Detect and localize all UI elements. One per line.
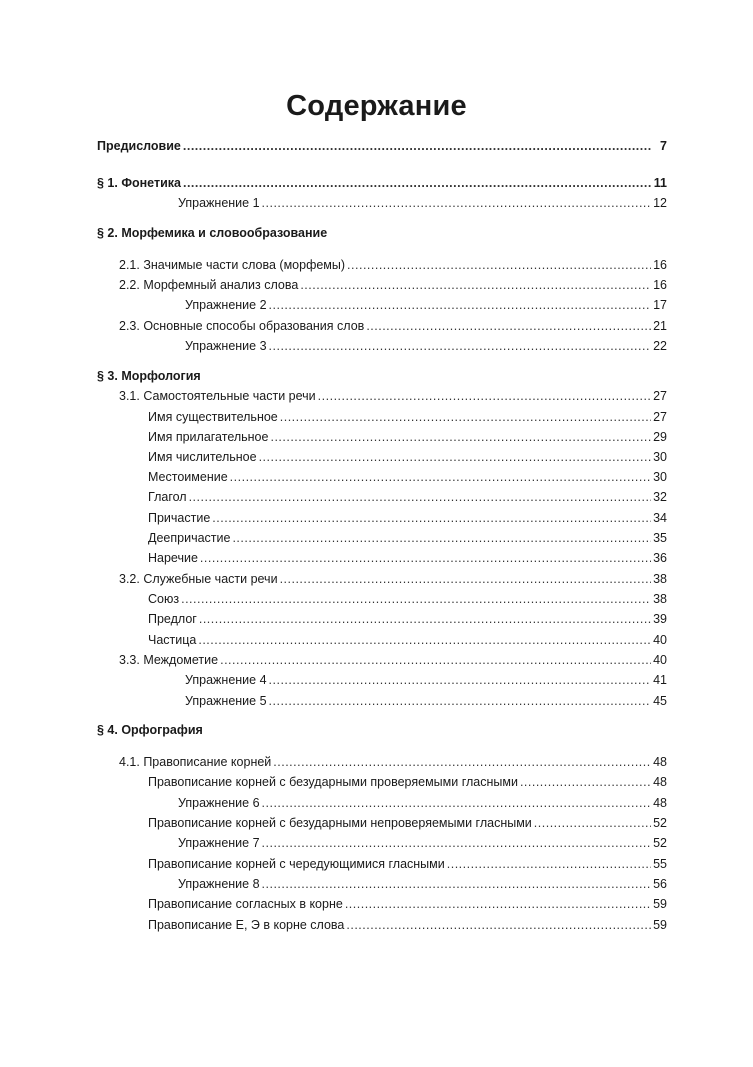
toc-entry-section-1[interactable] — [97, 175, 667, 191]
dot-leader — [366, 318, 651, 334]
toc-section-heading-4[interactable]: § 4. Орфография — [97, 723, 203, 737]
toc-entry-adverb[interactable] — [148, 550, 667, 566]
toc-page-number: 52 — [653, 836, 667, 850]
toc-entry-label: Правописание корней с безударными проверяемыми гласными — [148, 775, 518, 789]
toc-entry-label: Имя существительное — [148, 410, 278, 424]
dot-leader — [183, 138, 651, 154]
dot-leader — [534, 815, 651, 831]
toc-entry-label: Правописание корней с безударными непроверяемыми гласными — [148, 816, 532, 830]
toc-entry-pronoun[interactable] — [148, 469, 667, 485]
toc-page-number: 38 — [653, 592, 667, 606]
toc-page-number: 32 — [653, 490, 667, 504]
toc-entry-label: Предисловие — [97, 139, 181, 153]
toc-page-number: 27 — [653, 410, 667, 424]
toc-entry-numeral[interactable] — [148, 449, 667, 465]
dot-leader — [269, 693, 651, 709]
toc-page-number: 30 — [653, 450, 667, 464]
toc-entry-label: 2.1. Значимые части слова (морфемы) — [119, 258, 346, 272]
toc-entry-label: Имя числительное — [148, 450, 257, 464]
toc-page-number: 22 — [653, 339, 667, 353]
dot-leader — [300, 277, 651, 293]
toc-entry-exercise-8[interactable] — [178, 876, 667, 892]
toc-entry-noun[interactable] — [148, 409, 667, 425]
toc-entry-exercise-2[interactable] — [185, 297, 667, 313]
toc-page-number: 40 — [653, 633, 667, 647]
toc-entry-conjunction[interactable] — [148, 591, 667, 607]
toc-entry-exercise-5[interactable] — [185, 693, 667, 709]
toc-entry-label: Правописание Е, Э в корне слова — [148, 918, 345, 932]
dot-leader — [259, 449, 651, 465]
toc-section-heading-2[interactable]: § 2. Морфемика и словообразование — [97, 226, 328, 240]
page-title: Содержание — [286, 90, 467, 122]
toc-entry-label: 4.1. Правописание корней — [119, 755, 272, 769]
toc-page-number: 38 — [653, 572, 667, 586]
toc-entry-gerund[interactable] — [148, 530, 667, 546]
toc-entry-verb[interactable] — [148, 489, 667, 505]
dot-leader — [269, 297, 651, 313]
toc-page-number: 40 — [653, 653, 667, 667]
toc-entry-particle[interactable] — [148, 632, 667, 648]
toc-page-number: 12 — [653, 196, 667, 210]
toc-entry-label: 2.3. Основные способы образования слов — [119, 319, 365, 333]
toc-entry-3-2[interactable] — [119, 571, 667, 587]
toc-entry-3-1[interactable] — [119, 388, 667, 404]
toc-entry-label: Упражнение 4 — [185, 673, 267, 687]
toc-page-number: 59 — [653, 897, 667, 911]
toc-entry-preface[interactable] — [97, 138, 667, 154]
toc-entry-label: Правописание корней с чередующимися гласными — [148, 857, 445, 871]
toc-entry-2-2[interactable] — [119, 277, 667, 293]
dot-leader — [189, 489, 651, 505]
dot-leader — [230, 469, 651, 485]
toc-page-number: 52 — [653, 816, 667, 830]
toc-page-number: 29 — [653, 430, 667, 444]
dot-leader — [280, 409, 651, 425]
dot-leader — [447, 856, 651, 872]
dot-leader — [220, 652, 651, 668]
toc-entry-label: Упражнение 7 — [178, 836, 260, 850]
dot-leader — [347, 257, 651, 273]
dot-leader — [262, 795, 651, 811]
toc-entry-exercise-4[interactable] — [185, 672, 667, 688]
toc-page-number: 17 — [653, 298, 667, 312]
toc-page-number: 21 — [653, 319, 667, 333]
dot-leader — [280, 571, 651, 587]
dot-leader — [199, 611, 651, 627]
toc-page-number: 36 — [653, 551, 667, 565]
toc-entry-consonants[interactable] — [148, 896, 667, 912]
toc-page-number: 48 — [653, 755, 667, 769]
toc-entry-label: Упражнение 5 — [185, 694, 267, 708]
dot-leader — [181, 591, 651, 607]
toc-page-number: 59 — [653, 918, 667, 932]
toc-page-number: 41 — [653, 673, 667, 687]
toc-page-number: 27 — [653, 389, 667, 403]
toc-entry-4-1[interactable] — [119, 754, 667, 770]
toc-page-number: 55 — [653, 857, 667, 871]
toc-page-number: 16 — [653, 278, 667, 292]
toc-entry-label: 3.1. Самостоятельные части речи — [119, 389, 316, 403]
dot-leader — [269, 672, 651, 688]
toc-entry-label: 2.2. Морфемный анализ слова — [119, 278, 299, 292]
dot-leader — [520, 774, 651, 790]
toc-page-number: 35 — [653, 531, 667, 545]
dot-leader — [232, 530, 651, 546]
dot-leader — [269, 338, 651, 354]
toc-entry-exercise-7[interactable] — [178, 835, 667, 851]
dot-leader — [198, 632, 651, 648]
toc-entry-exercise-3[interactable] — [185, 338, 667, 354]
toc-entry-label: Причастие — [148, 511, 211, 525]
toc-entry-2-1[interactable] — [119, 257, 667, 273]
toc-entry-label: Местоимение — [148, 470, 228, 484]
dot-leader — [273, 754, 651, 770]
dot-leader — [212, 510, 651, 526]
dot-leader — [262, 195, 651, 211]
toc-entry-label: Правописание согласных в корне — [148, 897, 343, 911]
toc-page-number: 48 — [653, 775, 667, 789]
toc-entry-label: Частица — [148, 633, 197, 647]
dot-leader — [200, 550, 651, 566]
toc-entry-exercise-6[interactable] — [178, 795, 667, 811]
dot-leader — [318, 388, 651, 404]
toc-entry-label: Упражнение 1 — [178, 196, 260, 210]
toc-page-number: 48 — [653, 796, 667, 810]
toc-page-number: 45 — [653, 694, 667, 708]
toc-entry-label: Упражнение 2 — [185, 298, 267, 312]
toc-page-number: 16 — [653, 258, 667, 272]
toc-entry-label: Деепричастие — [148, 531, 231, 545]
toc-entry-label: Упражнение 3 — [185, 339, 267, 353]
dot-leader — [270, 429, 651, 445]
toc-entry-3-3[interactable] — [119, 652, 667, 668]
toc-entry-adjective[interactable] — [148, 429, 667, 445]
toc-entry-roots-alternating[interactable] — [148, 856, 667, 872]
toc-entry-label: Союз — [148, 592, 180, 606]
dot-leader — [345, 896, 651, 912]
toc-page-number: 39 — [653, 612, 667, 626]
toc-entry-label: Имя прилагательное — [148, 430, 269, 444]
dot-leader — [262, 835, 651, 851]
toc-entry-label: 3.3. Междометие — [119, 653, 219, 667]
dot-leader — [346, 917, 651, 933]
toc-entry-label: Предлог — [148, 612, 197, 626]
toc-section-heading-3[interactable]: § 3. Морфология — [97, 369, 201, 383]
toc-entry-exercise-1[interactable] — [178, 195, 667, 211]
toc-entry-participle[interactable] — [148, 510, 667, 526]
toc-entry-roots-checked[interactable] — [148, 774, 667, 790]
toc-entry-label: 3.2. Служебные части речи — [119, 572, 278, 586]
toc-entry-label: Упражнение 8 — [178, 877, 260, 891]
toc-page-number: 11 — [653, 176, 667, 190]
dot-leader — [262, 876, 651, 892]
toc-entry-label: Наречие — [148, 551, 198, 565]
toc-page-number: 56 — [653, 877, 667, 891]
toc-entry-preposition[interactable] — [148, 611, 667, 627]
toc-entry-e-letters[interactable] — [148, 917, 667, 933]
toc-entry-label: Упражнение 6 — [178, 796, 260, 810]
toc-page-number: 7 — [660, 139, 667, 153]
toc-page-number: 30 — [653, 470, 667, 484]
toc-entry-label: § 1. Фонетика — [97, 176, 181, 190]
toc-entry-label: Глагол — [148, 490, 187, 504]
toc-entry-roots-unchecked[interactable] — [148, 815, 667, 831]
toc-page-number: 34 — [653, 511, 667, 525]
dot-leader — [183, 175, 651, 191]
toc-entry-2-3[interactable] — [119, 318, 667, 334]
